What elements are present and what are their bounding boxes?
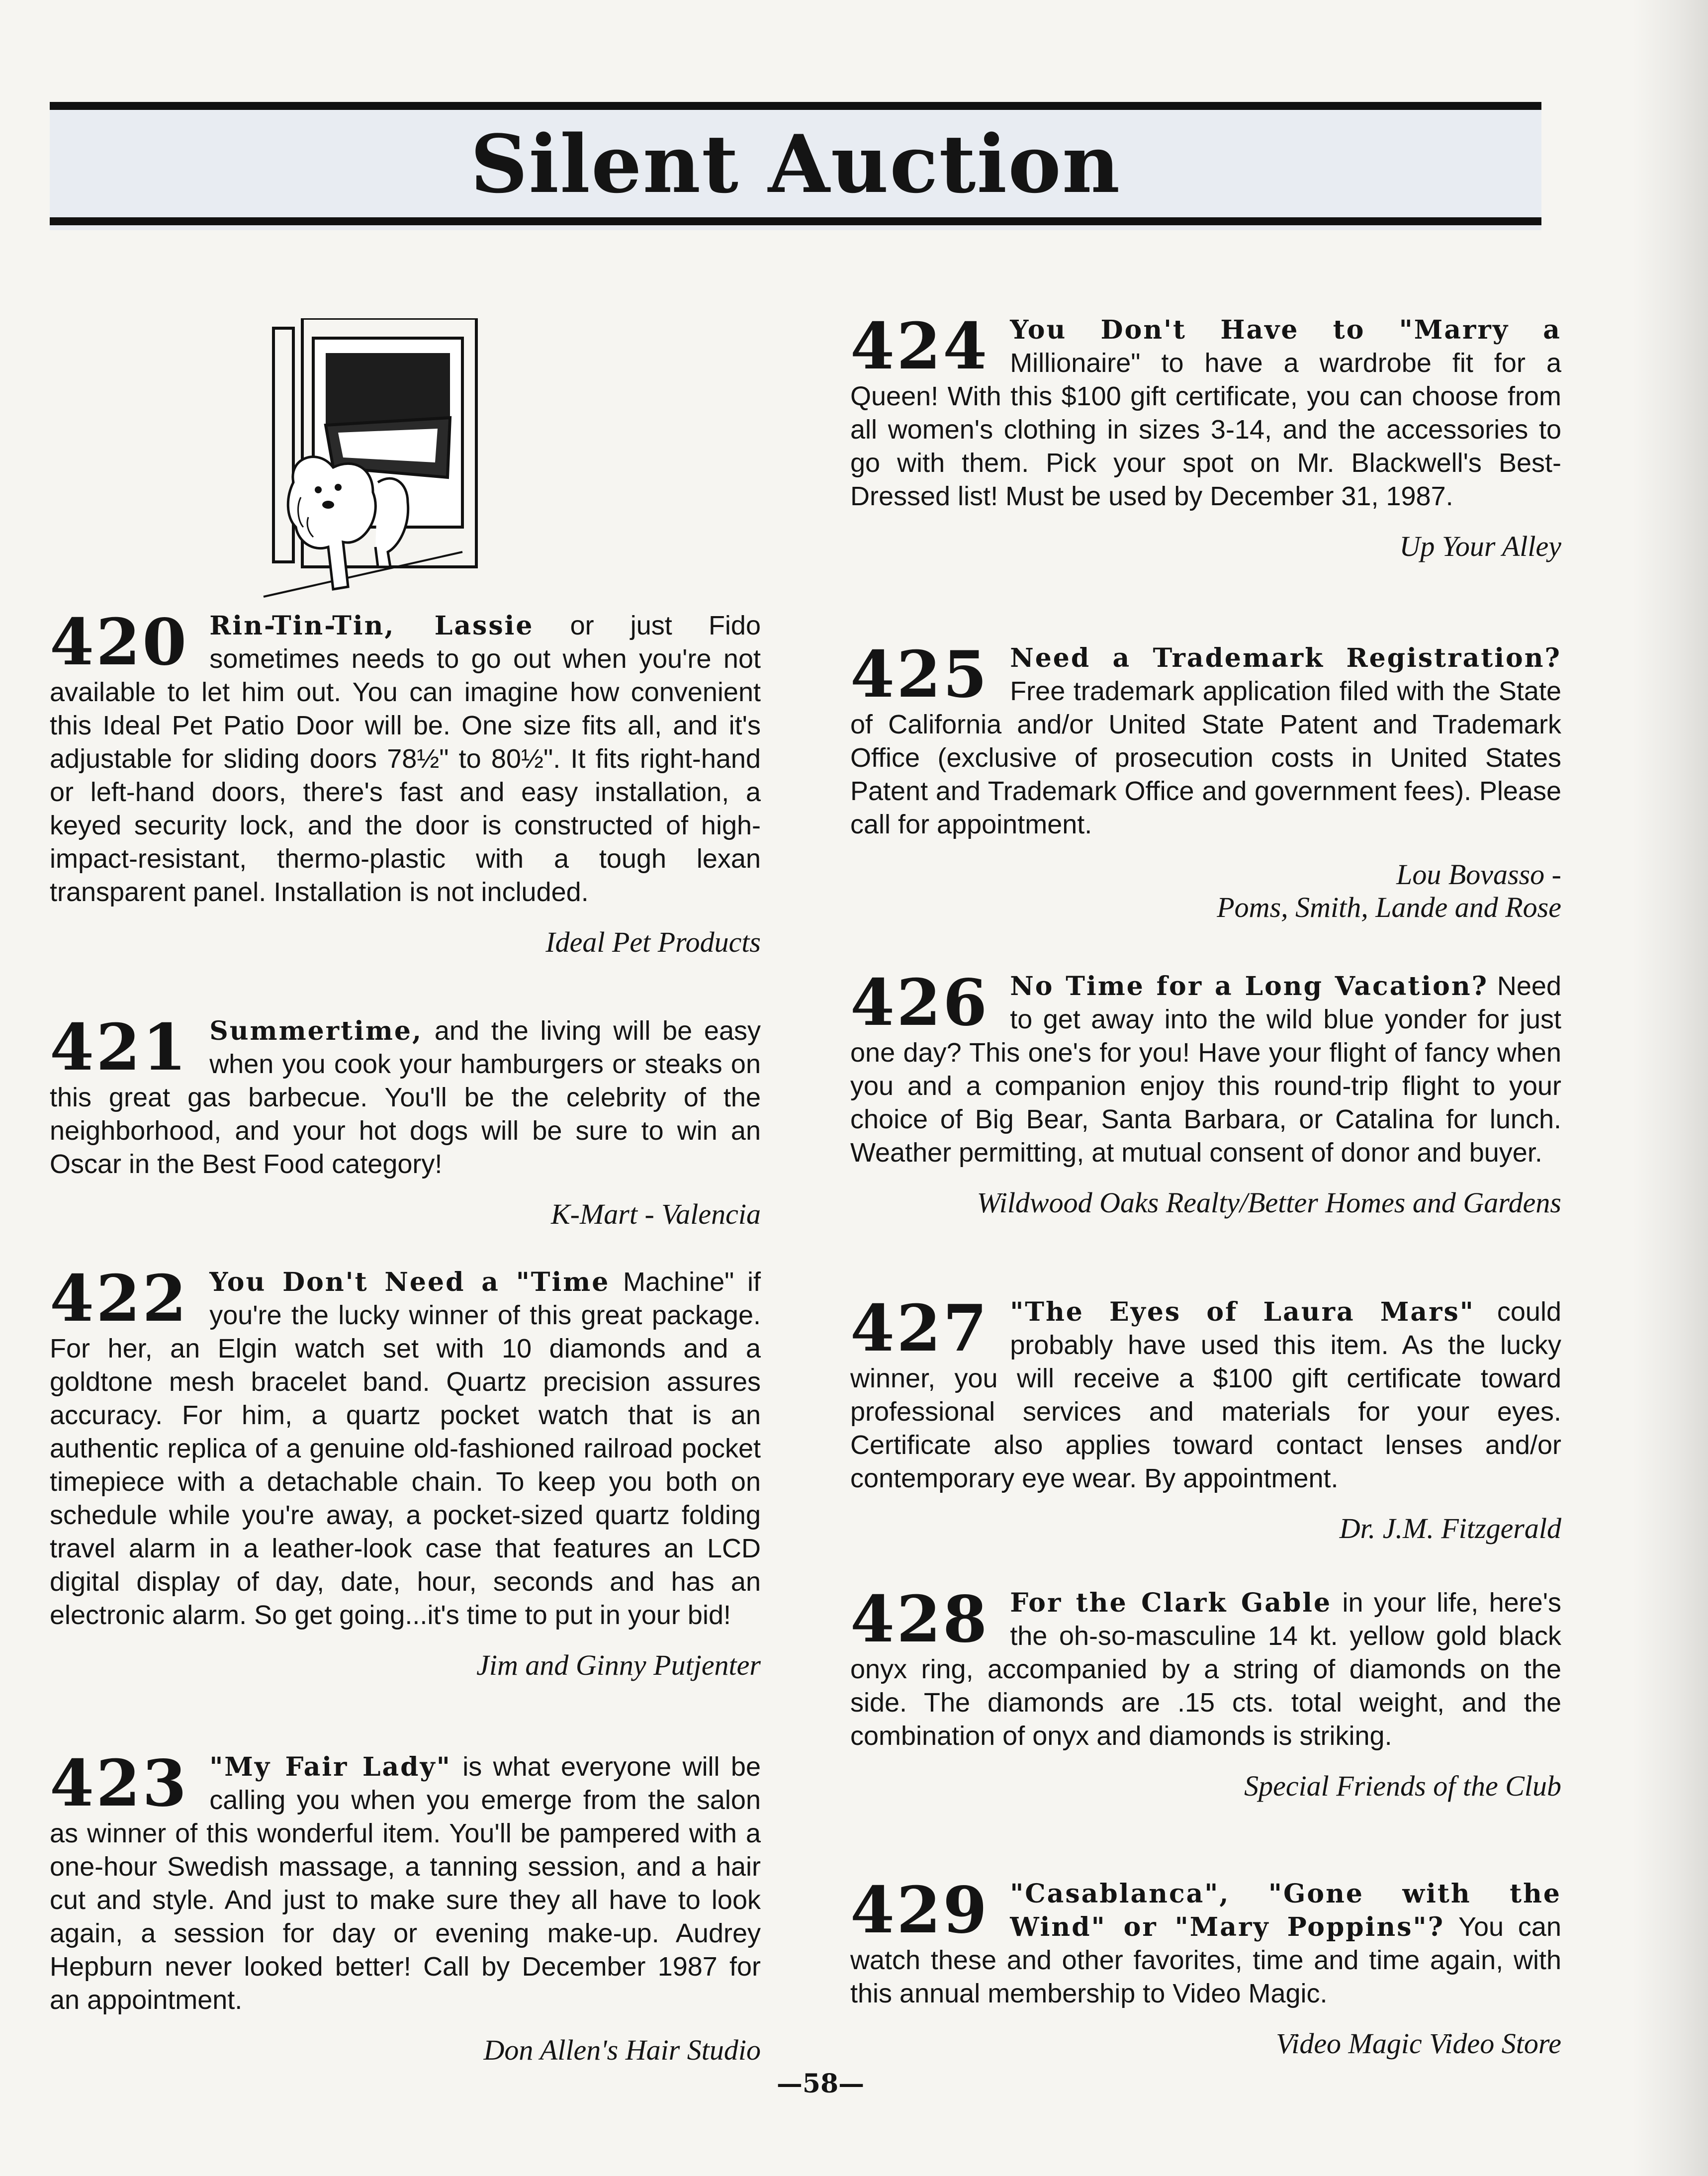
item-lead: Rin-Tin-Tin, Lassie <box>209 611 534 641</box>
donor-name: Special Friends of the Club <box>1244 1770 1561 1802</box>
item-body: Machine" if you're the lucky winner of this great package. For her, an Elgin watch set with 10 diamonds and a goldtone mesh bracelet band. Quartz precision assures accuracy. For him, a quartz pocket watch that is an authentic replica of a genuine old-fashioned railroad pocket timepiece with a detachable chain. To keep you both on schedule while you're away, a pocket-sized quartz folding travel alarm in a leather-look case that features an LCD digital display of day, date, hour, seconds and has an electronic alarm. So get going...it's time to put in your bid! <box>50 1267 761 1630</box>
lot-number: 424 <box>850 309 989 384</box>
item-body: is what everyone will be calling you when you emerge from the salon as winner of this wonderful item. You'll be pampered with a one-hour Swedish massage, a tanning session, and a hair cut and style. And just to make sure they all have to look again, a session for day or evening make-up. Audrey Hepburn never looked better! Call by December 1987 for an appointment. <box>50 1752 761 2015</box>
lot-number: 420 <box>50 605 189 680</box>
lot-number: 425 <box>850 637 989 712</box>
auction-item-427 <box>850 1291 1561 1545</box>
auction-item-423 <box>50 1746 761 2067</box>
page-title: Silent Auction <box>470 117 1121 211</box>
auction-item-425 <box>850 637 1561 924</box>
donor-name: Jim and Ginny Putjenter <box>476 1649 761 1681</box>
item-body: and the living will be easy when you cook your hamburgers or steaks on this great gas barbecue. You'll be the celebrity of the neighborhood, and your hot dogs will be sure to win an Oscar in the Best Food category! <box>50 1016 761 1179</box>
item-lead: No Time for a Long Vacation? <box>1010 971 1489 1001</box>
auction-item-428 <box>850 1582 1561 1803</box>
page-number: —58— <box>776 2069 865 2099</box>
item-body: Need to get away into the wild blue yonder for just one day? This one's for you! Have your flight of fancy when you and a companion enjoy this round-trip flight to your choice of Big Bear, Santa Barbara, or Catalina for lunch. Weather permitting, at mutual consent of donor and buyer. <box>850 971 1561 1168</box>
item-body: Free trademark application filed with the State of California and/or United State Patent and Trademark Office (exclusive of prosecution costs in United States Patent and Trademark Office and government fees). Please call for appointment. <box>850 676 1561 839</box>
donor-name-line-2: Poms, Smith, Lande and Rose <box>1217 891 1561 923</box>
page-edge <box>1633 0 1708 2176</box>
donor-name: Video Magic Video Store <box>1276 2027 1561 2060</box>
item-lead: Summertime, <box>209 1016 423 1046</box>
lot-number: 426 <box>850 966 989 1040</box>
item-lead: "My Fair Lady" <box>209 1752 451 1782</box>
item-body: or just Fido sometimes needs to go out when you're not available to let him out. You can imagine how convenient this Ideal Pet Patio Door will be. One size fits all, and it's adjustable for sliding doors 78½" to 80½". It fits right-hand or left-hand doors, there's fast and easy installation, a keyed security lock, and the door is constructed of high-impact-resistant, thermo-plastic with a tough lexan transparent panel. Installation is not included. <box>50 611 761 907</box>
lot-number: 422 <box>50 1262 189 1336</box>
item-lead: You Don't Have to "Marry a <box>1010 315 1561 345</box>
item-lead: Need a Trademark Registration? <box>1010 643 1561 673</box>
auction-item-426 <box>850 966 1561 1219</box>
donor-name: Dr. J.M. Fitzgerald <box>1339 1512 1561 1544</box>
item-lead: For the Clark Gable <box>1010 1588 1332 1618</box>
donor-name: K-Mart - Valencia <box>550 1198 761 1230</box>
auction-item-424 <box>850 309 1561 563</box>
header-rule-top <box>50 102 1541 110</box>
donor-name: Wildwood Oaks Realty/Better Homes and Gardens <box>977 1186 1561 1219</box>
lot-number: 428 <box>850 1582 989 1657</box>
lot-number: 427 <box>850 1291 989 1366</box>
item-body: Millionaire" to have a wardrobe fit for a Queen! With this $100 gift certificate, you can choose from all women's clothing in sizes 3-14, and the accessories to go with them. Pick your spot on Mr. Blackwell's Best-Dressed list! Must be used by December 31, 1987. <box>850 348 1561 511</box>
auction-item-422 <box>50 1262 761 1682</box>
auction-item-421 <box>50 1010 761 1231</box>
donor-name: Lou Bovasso - <box>1396 858 1561 891</box>
item-lead: You Don't Need a "Time <box>209 1267 610 1297</box>
donor-name: Don Allen's Hair Studio <box>483 2034 761 2066</box>
lot-number: 429 <box>850 1873 989 1948</box>
pet-door-illustration <box>259 318 527 607</box>
header-rule-bottom <box>50 217 1541 225</box>
item-lead: "The Eyes of Laura Mars" <box>1010 1297 1475 1327</box>
donor-name: Ideal Pet Products <box>545 926 761 958</box>
lot-number: 423 <box>50 1746 189 1821</box>
item-body: in your life, here's the oh-so-masculine 14 kt. yellow gold black onyx ring, accompanied by a string of diamonds on the side. The diamonds are .15 cts. total weight, and the combination of onyx and diamonds is striking. <box>850 1588 1561 1751</box>
donor-name: Up Your Alley <box>1399 530 1561 562</box>
auction-item-429 <box>850 1873 1561 2060</box>
item-body: You can watch these and other favorites, time and time again, with this annual membership to Video Magic. <box>850 1912 1561 2008</box>
auction-item-420 <box>50 605 761 959</box>
item-body: could probably have used this item. As the lucky winner, you will receive a $100 gift certificate toward professional services and materials for your eyes. Certificate also applies toward contact lenses and/or contemporary eye wear. By appointment. <box>850 1297 1561 1493</box>
item-lead: "Casablanca", "Gone with the Wind" or "Mary Poppins"? <box>1010 1879 1561 1942</box>
lot-number: 421 <box>50 1010 189 1085</box>
